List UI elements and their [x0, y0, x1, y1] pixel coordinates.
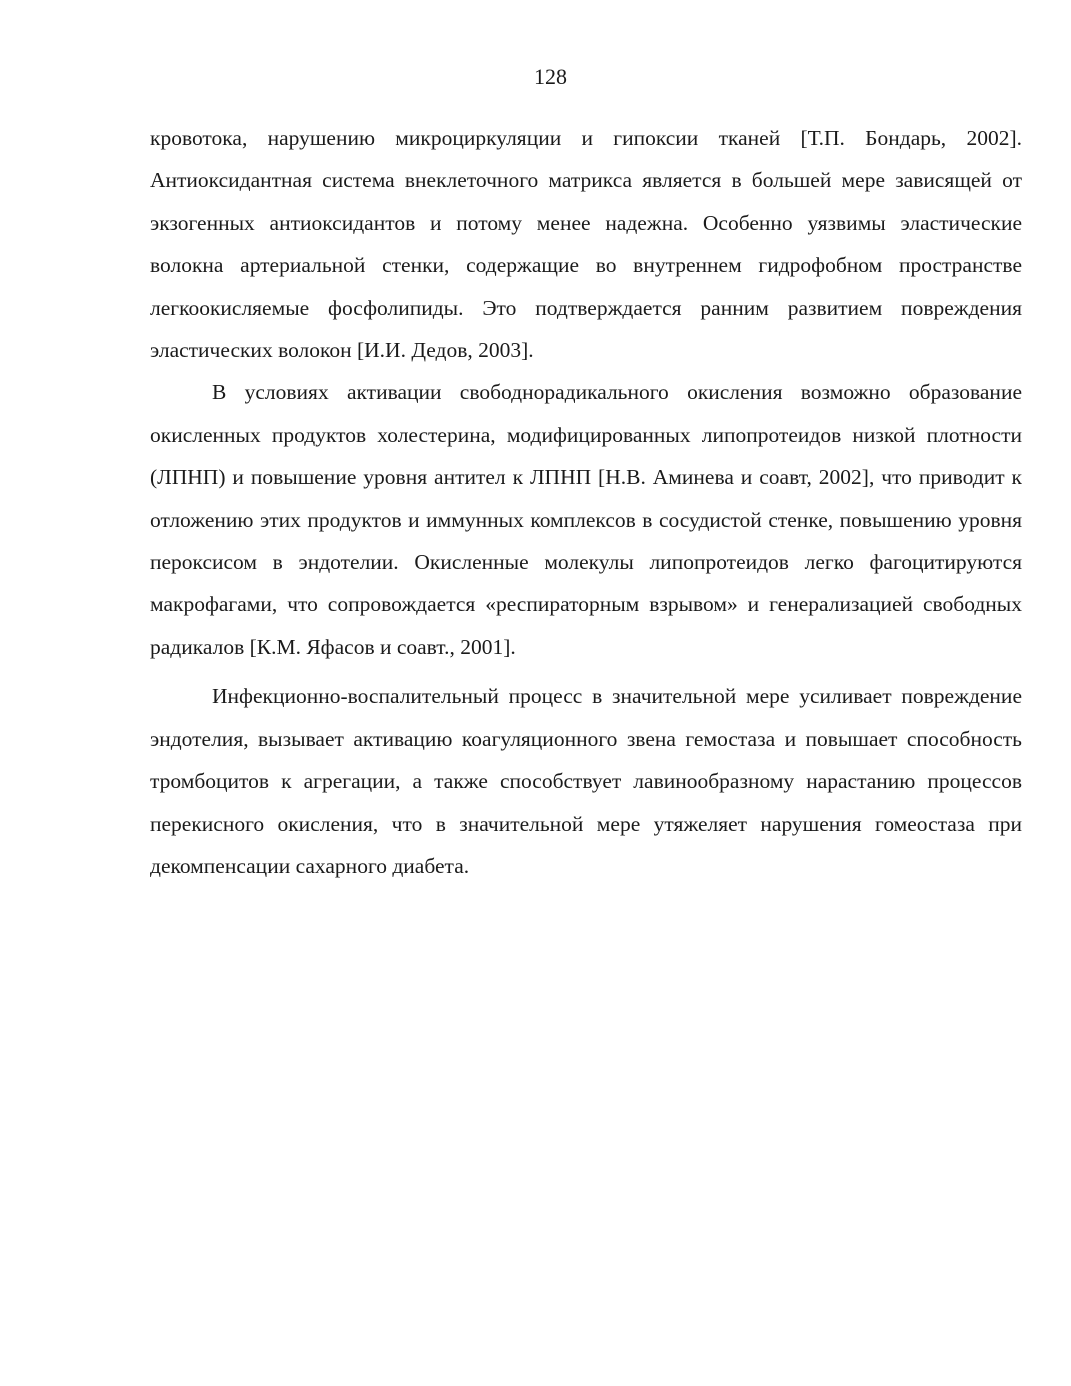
paragraph-continuation: кровотока, нарушению микроциркуляции и гипоксии тканей [Т.П. Бондарь, 2002]. Антиоксидантная система внеклеточного матрикса является в большей мере зависящей от экзогенных антиоксидантов и потому менее надежна. Особенно уязвимы эластические волокна артериальной стенки, содержащие во внутреннем гидрофобном пространстве легкоокисляемые фосфолипиды. Это подтверждается ранним развитием повреждения эластических волокон [И.И. Дедов, 2003]. — [150, 126, 1022, 363]
paragraph-free-radical-oxidation: В условиях активации свободнорадикального окисления возможно образование окисленных продуктов холестерина, модифицированных липопротеидов низкой плотности (ЛПНП) и повышение уровня антител к ЛПНП [Н.В. Аминева и соавт, 2002], что приводит к отложению этих продуктов и иммунных комплексов в сосудистой стенке, повышению уровня пероксисом в эндотелии. Окисленные молекулы липопротеидов легко фагоцитируются макрофагами, что сопровождается «респираторным взрывом» и генерализацией свободных радикалов [К.М. Яфасов и соавт., 2001]. — [150, 380, 1022, 659]
paragraph-inflammatory-process: Инфекционно-воспалительный процесс в значительной мере усиливает повреждение эндотелия, вызывает активацию коагуляционного звена гемостаза и повышает способность тромбоцитов к агрегации, а также способствует лавинообразному нарастанию процессов перекисного окисления, что в значительной мере утяжеляет нарушения гомеостаза при декомпенсации сахарного диабета. — [150, 684, 1022, 878]
page-number: 128 — [534, 64, 567, 89]
body-text — [150, 117, 1022, 887]
